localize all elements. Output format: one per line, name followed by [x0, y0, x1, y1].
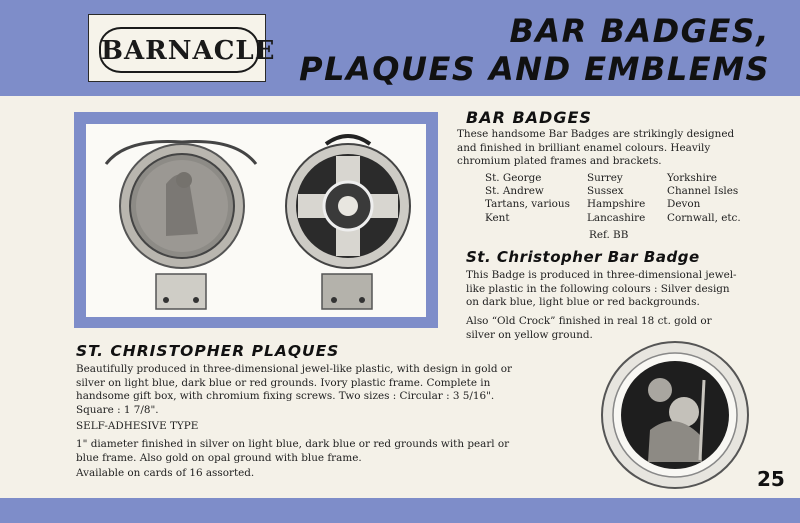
badge-list-col1 — [485, 172, 570, 225]
bar-badges-ref: Ref. BB — [589, 229, 629, 241]
self-adhesive-label: SELF-ADHESIVE TYPE — [76, 420, 199, 432]
plaques-line: handsome gift box, with chromium fixing screws. Two sizes : Circular : 3 5/16". — [76, 390, 495, 403]
badge-list-item: Kent — [485, 211, 510, 224]
cards-note: Available on cards of 16 assorted. — [76, 467, 255, 479]
st-christopher-badge-text2 — [466, 315, 766, 342]
bar-badges-intro-line: chromium plated frames and brackets. — [457, 155, 662, 168]
badge-list-col2 — [587, 172, 645, 225]
badge-list-item: Hampshire — [587, 198, 646, 211]
badge-list-item: St. George — [485, 172, 542, 184]
st-christopher-badge-line: on dark blue, light blue or red backgrounds. — [466, 296, 700, 309]
bar-badges-intro — [457, 128, 757, 169]
logo-text: BARNACLE — [101, 36, 276, 66]
st-christopher-badge-heading: St. Christopher Bar Badge — [466, 248, 700, 266]
page-title-line2: PLAQUES AND EMBLEMS — [299, 50, 770, 88]
self-adhesive-text — [76, 438, 556, 465]
badge-list-col3 — [667, 172, 741, 225]
plaques-text — [76, 363, 546, 417]
st-christopher-badge-line: silver on yellow ground. — [466, 328, 593, 341]
badge-list-item: Yorkshire — [667, 172, 717, 184]
st-christopher-badge-line: Also “Old Crock” finished in real 18 ct. gold or — [466, 315, 712, 327]
bar-badges-illustration — [86, 124, 426, 317]
self-adhesive-line: 1" diameter finished in silver on light blue, dark blue or red grounds with pearl or — [76, 438, 510, 450]
brand-logo — [88, 14, 276, 82]
plaques-line: Beautifully produced in three-dimensional jewel-like plastic, with design in gold or — [76, 363, 513, 375]
badge-list-item: Cornwall, etc. — [667, 211, 741, 224]
badge-list-item: Surrey — [587, 172, 623, 184]
footer-band — [0, 498, 800, 523]
bar-badges-heading: BAR BADGES — [466, 108, 592, 127]
plaques-line: silver on light blue, dark blue or red grounds. Ivory plastic frame. Complete in — [76, 376, 491, 389]
self-adhesive-line: blue frame. Also gold on opal ground with blue frame. — [76, 451, 362, 464]
st-christopher-bar-badge-image — [106, 141, 256, 309]
plaques-heading: ST. CHRISTOPHER PLAQUES — [76, 342, 340, 360]
badge-list-item: St. Andrew — [485, 185, 544, 198]
st-christopher-badge-text — [466, 269, 766, 310]
page-title-line1: BAR BADGES, — [509, 12, 770, 50]
logo-frame — [99, 27, 276, 73]
badge-list-item: Lancashire — [587, 211, 646, 224]
st-christopher-badge-line: like plastic in the following colours : Silver design — [466, 282, 730, 295]
badge-list-item: Devon — [667, 198, 701, 211]
bar-badges-photo-frame — [74, 112, 438, 328]
bar-badges-intro-line: and finished in brilliant enamel colours. Heavily — [457, 141, 711, 154]
bar-badges-photo — [86, 124, 426, 317]
badge-list-item: Channel Isles — [667, 185, 739, 198]
plaques-line: Square : 1 7/8". — [76, 403, 159, 416]
badge-list-item: Tartans, various — [485, 198, 570, 211]
page-number: 25 — [757, 467, 785, 491]
bar-badges-intro-line: These handsome Bar Badges are strikingly designed — [457, 128, 735, 140]
badge-list-item: Sussex — [587, 185, 624, 198]
st-christopher-plaque-image — [600, 340, 750, 490]
union-bar-badge-image — [286, 136, 410, 309]
st-christopher-badge-line: This Badge is produced in three-dimensional jewel- — [466, 269, 737, 281]
